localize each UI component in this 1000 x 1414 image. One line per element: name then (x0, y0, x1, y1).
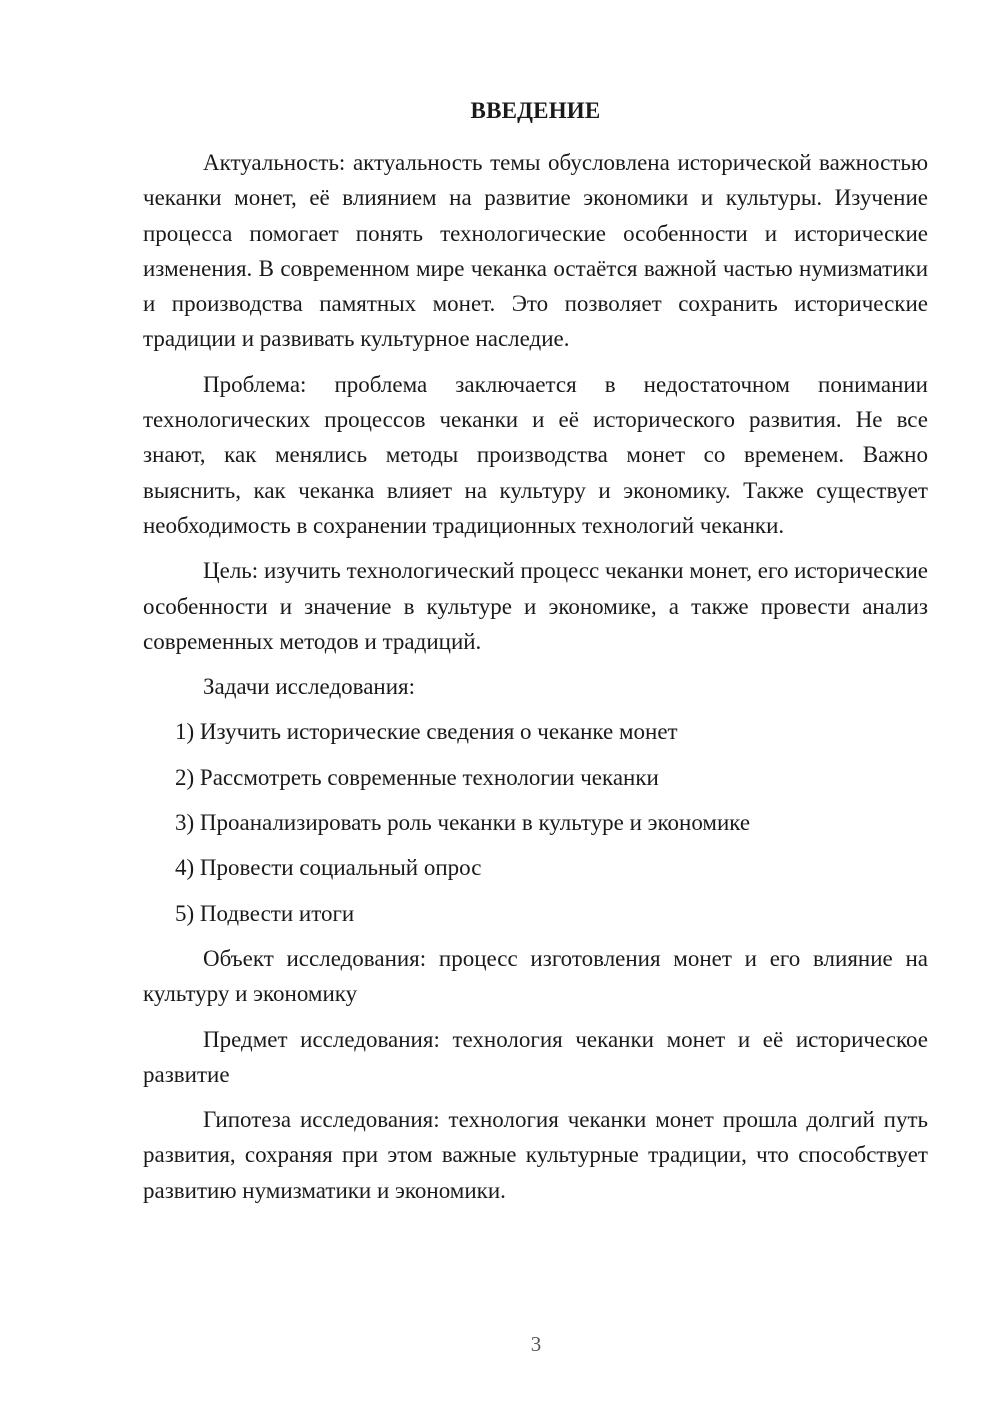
list-item: 4) Провести социальный опрос (175, 855, 482, 881)
problem-paragraph: Проблема: проблема заключается в недостаточном понимании технологических процессов чеканки и её исторического развития. Не все знают, как менялись методы производства монет со временем. Важно выяснить, как чеканка влияет на культуру и экономику. Также существует необходимость в сохранении традиционных технологий чеканки. (143, 371, 928, 538)
relevance-paragraph: Актуальность: актуальность темы обусловлена исторической важностью чеканки монет, её влиянием на развитие экономики и культуры. Изучение процесса помогает понять технологические особенности и исторические изменения. В современном мире чеканка остаётся важной частью нумизматики и производства памятных монет. Это позволяет сохранить исторические традиции и развивать культурное наследие. (143, 150, 928, 352)
page-title: ВВЕДЕНИЕ (470, 98, 601, 123)
page-number: 3 (530, 1332, 542, 1356)
goal-paragraph: Цель: изучить технологический процесс чеканки монет, его исторические особенности и значение в культуре и экономике, а также провести анализ современных методов и традиций. (143, 558, 928, 654)
tasks-list (143, 714, 928, 930)
document-page (143, 96, 928, 1218)
subject-paragraph: Предмет исследования: технология чеканки монет и её историческое развитие (143, 1026, 928, 1087)
list-item: 2) Рассмотреть современные технологии чеканки (175, 764, 659, 790)
object-paragraph: Объект исследования: процесс изготовления монет и его влияние на культуру и экономику (143, 945, 928, 1007)
list-item: 5) Подвести итоги (175, 900, 355, 926)
hypothesis-paragraph: Гипотеза исследования: технология чеканки монет прошла долгий путь развития, сохраняя при этом важные культурные традиции, что способствует развитию нумизматики и экономики. (143, 1107, 928, 1203)
tasks-title: Задачи исследования: (203, 674, 416, 700)
list-item: 1) Изучить исторические сведения о чеканке монет (175, 719, 678, 745)
list-item: 3) Проанализировать роль чеканки в культуре и экономике (175, 810, 751, 836)
